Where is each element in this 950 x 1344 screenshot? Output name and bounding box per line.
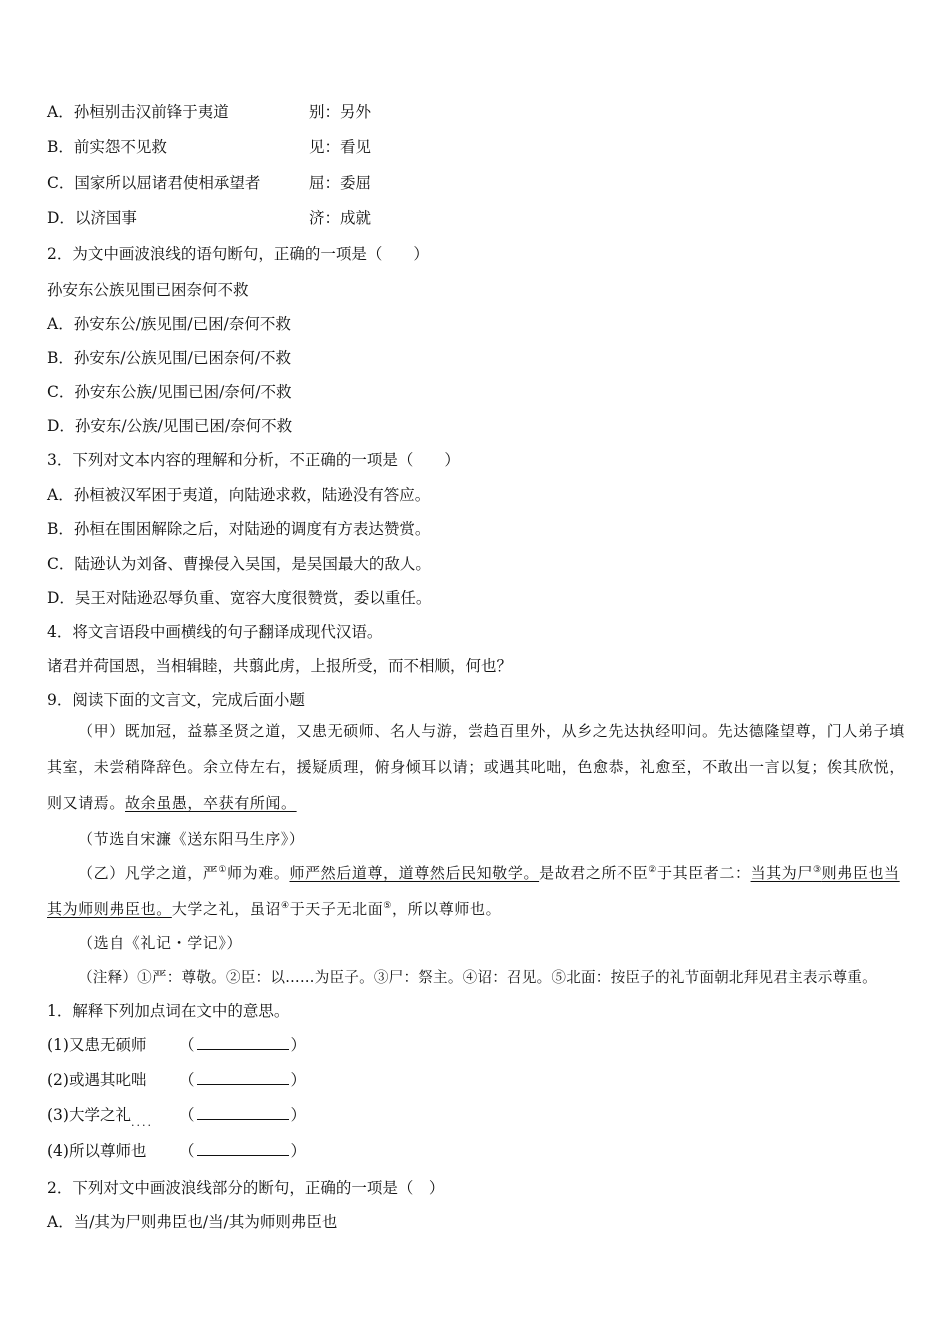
question-stem: 9．阅读下面的文言文，完成后面小题 bbox=[47, 691, 305, 709]
annotation-notes: （注释）①严：尊敬。②臣：以……为臣子。③尸：祭主。④诏：召见。⑤北面：按臣子的礼节面朝北拜见君主表示尊重。 bbox=[78, 969, 877, 986]
option-a: A．孙桓被汉军困于夷道，向陆逊求救，陆逊没有答应。 bbox=[47, 486, 431, 504]
fill-item: (2)或遇其叱咄 （ ） bbox=[47, 1071, 307, 1089]
option-row: B．前实怨不见救 见：看见 bbox=[47, 138, 372, 156]
question-stem: 2．为文中画波浪线的语句断句，正确的一项是（ ） bbox=[47, 245, 429, 263]
fill-item: (3)大学之礼$_{....}$ （ ） bbox=[47, 1106, 307, 1129]
option-c: C．陆逊认为刘备、曹操侵入吴国，是吴国最大的敌人。 bbox=[47, 555, 431, 573]
answer-blank[interactable] bbox=[197, 1105, 289, 1120]
underlined-sentence: 师严然后道尊，道尊然后民知敬学。 bbox=[289, 864, 540, 882]
fill-item: (1)又患无硕师 （ ） bbox=[47, 1036, 307, 1054]
option-d: D．吴王对陆逊忍辱负重、宽容大度很赞赏，委以重任。 bbox=[47, 589, 432, 607]
question-stem: 4．将文言语段中画横线的句子翻译成现代汉语。 bbox=[47, 623, 383, 641]
option-c: C．孙安东公族/见围已困/奈何/不救 bbox=[47, 383, 292, 401]
emphasis-dots: .... bbox=[130, 1116, 153, 1129]
answer-blank[interactable] bbox=[197, 1141, 289, 1156]
passage-yi-source: （选自《礼记・学记》） bbox=[78, 934, 243, 952]
question-stem: 3．下列对文本内容的理解和分析，不正确的一项是（ ） bbox=[47, 451, 460, 469]
option-row: D．以济国事 济：成就 bbox=[47, 209, 372, 227]
option-a: A．当/其为尸则弗臣也/当/其为师则弗臣也 bbox=[47, 1213, 338, 1231]
passage-jia: （甲）既加冠，益慕圣贤之道，又患无硕师、名人与游，尝趋百里外，从乡之先达执经叩问。先达德隆望尊，门人弟子填其室，未尝稍降辞色。余立侍左右，援疑质理，俯身倾耳以请；或遇其叱咄，色愈恭，礼愈至，不敢出一言以复；俟其欣悦，则又请焉。故余虽愚，卒获有所闻。 bbox=[47, 722, 906, 812]
fill-item: (4)所以尊师也 （ ） bbox=[47, 1142, 307, 1160]
question-sentence: 诸君并荷国恩，当相辑睦，共翦此虏，上报所受，而不相顺，何也？ bbox=[47, 657, 513, 675]
underlined-sentence: 故余虽愚，卒获有所闻。 bbox=[125, 794, 297, 812]
question-stem: 2．下列对文中画波浪线部分的断句，正确的一项是（ ） bbox=[47, 1179, 445, 1197]
passage-yi: （乙）凡学之道，严①师为难。师严然后道尊，道尊然后民知敬学。是故君之所不臣②于其臣者二：当其为尸③则弗臣也当其为师则弗臣也。大学之礼，虽诏④于天子无北面⑤，所以尊师也。 bbox=[47, 864, 900, 918]
option-b: B．孙桓在围困解除之后，对陆逊的调度有方表达赞赏。 bbox=[47, 520, 431, 538]
question-stem: 1．解释下列加点词在文中的意思。 bbox=[47, 1002, 290, 1020]
answer-blank[interactable] bbox=[197, 1035, 289, 1050]
option-row: A．孙桓别击汉前锋于夷道 别：另外 bbox=[47, 103, 372, 121]
option-b: B．孙安东/公族见围/已困奈何/不救 bbox=[47, 349, 292, 367]
option-d: D．孙安东/公族/见围已困/奈何不救 bbox=[47, 417, 293, 435]
wavy-sentence: 当其为尸③则弗臣也当其为师则弗臣也。 bbox=[47, 864, 900, 918]
question-sentence: 孙安东公族见围已困奈何不救 bbox=[47, 281, 249, 299]
option-row: C．国家所以屈诸君使相承望者 屈：委屈 bbox=[47, 174, 372, 192]
answer-blank[interactable] bbox=[197, 1070, 289, 1085]
option-a: A．孙安东公/族见围/已困/奈何不救 bbox=[47, 315, 291, 333]
passage-jia-source: （节选自宋濂《送东阳马生序》） bbox=[78, 830, 305, 848]
